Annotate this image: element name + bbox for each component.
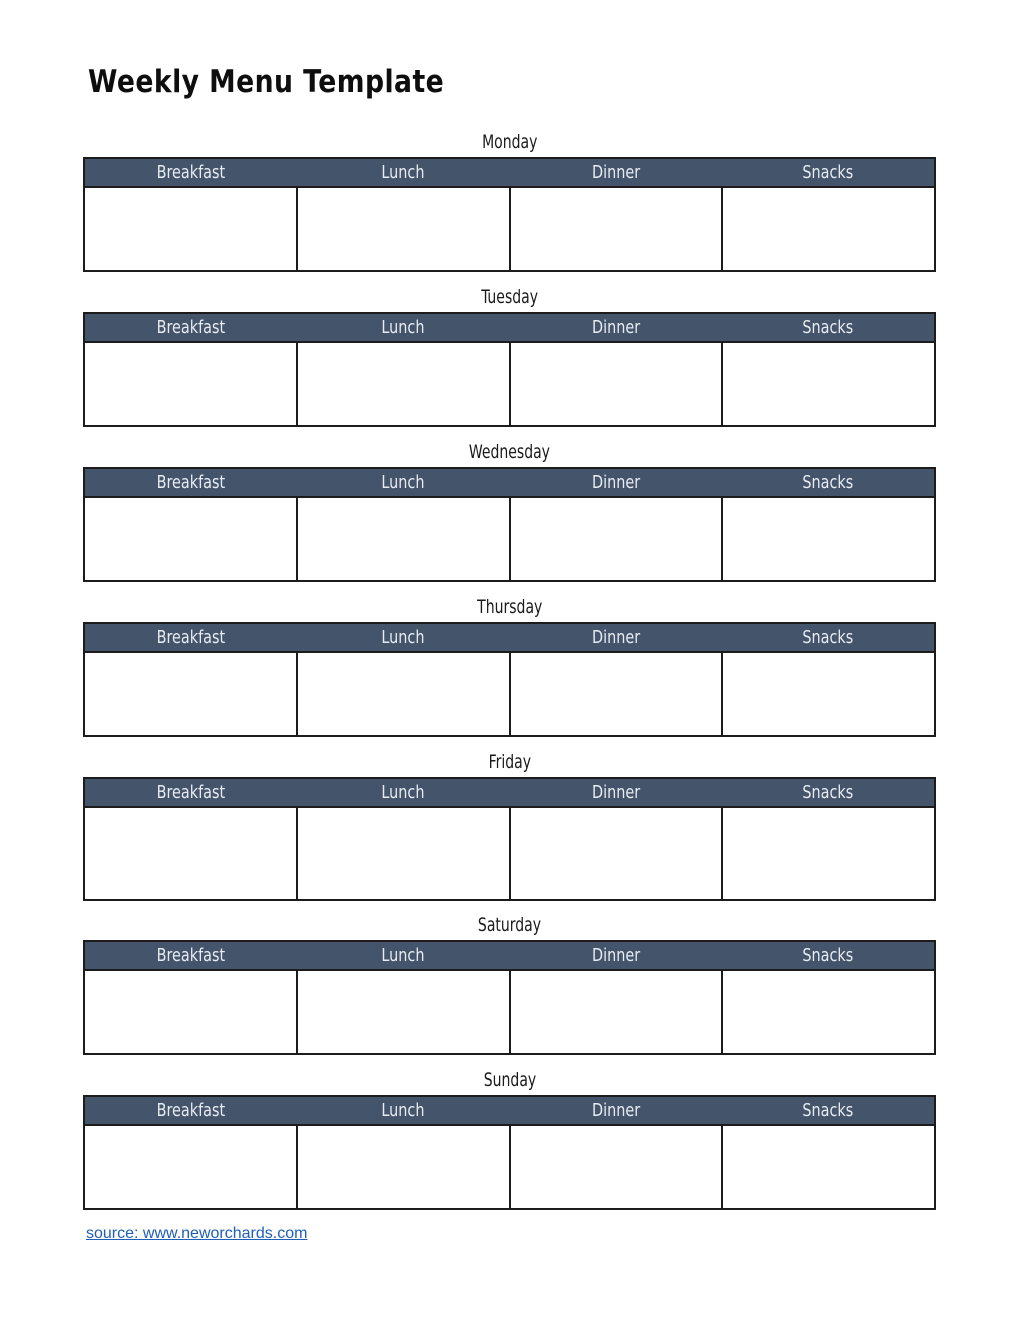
menu-table [83, 940, 936, 1055]
day-block-friday [83, 747, 936, 901]
cell-breakfast[interactable] [85, 498, 298, 580]
day-label [83, 437, 936, 467]
header-snacks: Snacks [802, 472, 854, 493]
menu-header [85, 1097, 934, 1126]
source-link[interactable]: source: www.neworchards.com [86, 1225, 308, 1242]
day-label-text: Wednesday [468, 441, 551, 463]
cell-lunch[interactable] [298, 653, 511, 735]
menu-table [83, 1095, 936, 1210]
header-lunch: Lunch [381, 317, 425, 338]
cell-snacks[interactable] [723, 653, 934, 735]
menu-table [83, 777, 936, 901]
cell-lunch[interactable] [298, 498, 511, 580]
menu-body-row [85, 188, 934, 270]
day-label-text: Tuesday [481, 286, 538, 308]
header-breakfast: Breakfast [156, 317, 226, 338]
header-snacks: Snacks [802, 1100, 854, 1121]
day-label-text: Monday [481, 131, 538, 153]
cell-lunch[interactable] [298, 1126, 511, 1208]
header-lunch: Lunch [381, 162, 425, 183]
header-dinner: Dinner [591, 627, 640, 648]
cell-dinner[interactable] [511, 653, 724, 735]
cell-dinner[interactable] [511, 498, 724, 580]
header-lunch: Lunch [381, 472, 425, 493]
header-snacks: Snacks [802, 317, 854, 338]
header-snacks: Snacks [802, 945, 854, 966]
cell-snacks[interactable] [723, 808, 934, 899]
header-snacks: Snacks [802, 782, 854, 803]
header-dinner: Dinner [591, 162, 640, 183]
header-dinner: Dinner [591, 1100, 640, 1121]
day-label-text: Friday [488, 751, 531, 773]
cell-breakfast[interactable] [85, 1126, 298, 1208]
header-breakfast: Breakfast [156, 782, 226, 803]
day-block-wednesday [83, 437, 936, 582]
menu-table [83, 622, 936, 737]
cell-lunch[interactable] [298, 971, 511, 1053]
cell-dinner[interactable] [511, 808, 724, 899]
day-label [83, 1065, 936, 1095]
menu-header [85, 314, 934, 343]
day-label-text: Sunday [483, 1069, 536, 1091]
header-breakfast: Breakfast [156, 472, 226, 493]
header-lunch: Lunch [381, 782, 425, 803]
cell-dinner[interactable] [511, 1126, 724, 1208]
day-block-saturday [83, 910, 936, 1055]
menu-body-row [85, 498, 934, 580]
day-label [83, 592, 936, 622]
menu-header [85, 779, 934, 808]
day-block-sunday [83, 1065, 936, 1210]
header-dinner: Dinner [591, 472, 640, 493]
day-label [83, 747, 936, 777]
header-breakfast: Breakfast [156, 627, 226, 648]
header-breakfast: Breakfast [156, 1100, 226, 1121]
header-lunch: Lunch [381, 1100, 425, 1121]
header-breakfast: Breakfast [156, 162, 226, 183]
cell-breakfast[interactable] [85, 188, 298, 270]
cell-breakfast[interactable] [85, 808, 298, 899]
header-lunch: Lunch [381, 627, 425, 648]
menu-table [83, 157, 936, 272]
cell-snacks[interactable] [723, 1126, 934, 1208]
cell-breakfast[interactable] [85, 653, 298, 735]
day-label-text: Thursday [476, 596, 543, 618]
menu-body-row [85, 808, 934, 899]
cell-snacks[interactable] [723, 188, 934, 270]
cell-snacks[interactable] [723, 498, 934, 580]
cell-breakfast[interactable] [85, 971, 298, 1053]
cell-dinner[interactable] [511, 188, 724, 270]
cell-snacks[interactable] [723, 971, 934, 1053]
day-label [83, 282, 936, 312]
menu-header [85, 469, 934, 498]
page-title: Weekly Menu Template [88, 64, 445, 100]
header-dinner: Dinner [591, 782, 640, 803]
day-block-tuesday [83, 282, 936, 427]
menu-header [85, 159, 934, 188]
menu-table [83, 312, 936, 427]
header-breakfast: Breakfast [156, 945, 226, 966]
header-snacks: Snacks [802, 162, 854, 183]
menu-table [83, 467, 936, 582]
header-dinner: Dinner [591, 945, 640, 966]
day-label [83, 910, 936, 940]
cell-snacks[interactable] [723, 343, 934, 425]
menu-header [85, 942, 934, 971]
header-snacks: Snacks [802, 627, 854, 648]
day-block-monday [83, 127, 936, 272]
cell-lunch[interactable] [298, 343, 511, 425]
menu-body-row [85, 971, 934, 1053]
day-label [83, 127, 936, 157]
cell-lunch[interactable] [298, 808, 511, 899]
day-block-thursday [83, 592, 936, 737]
menu-header [85, 624, 934, 653]
header-lunch: Lunch [381, 945, 425, 966]
menu-body-row [85, 1126, 934, 1208]
cell-dinner[interactable] [511, 343, 724, 425]
menu-body-row [85, 343, 934, 425]
cell-dinner[interactable] [511, 971, 724, 1053]
day-label-text: Saturday [477, 914, 542, 936]
cell-lunch[interactable] [298, 188, 511, 270]
header-dinner: Dinner [591, 317, 640, 338]
menu-body-row [85, 653, 934, 735]
cell-breakfast[interactable] [85, 343, 298, 425]
